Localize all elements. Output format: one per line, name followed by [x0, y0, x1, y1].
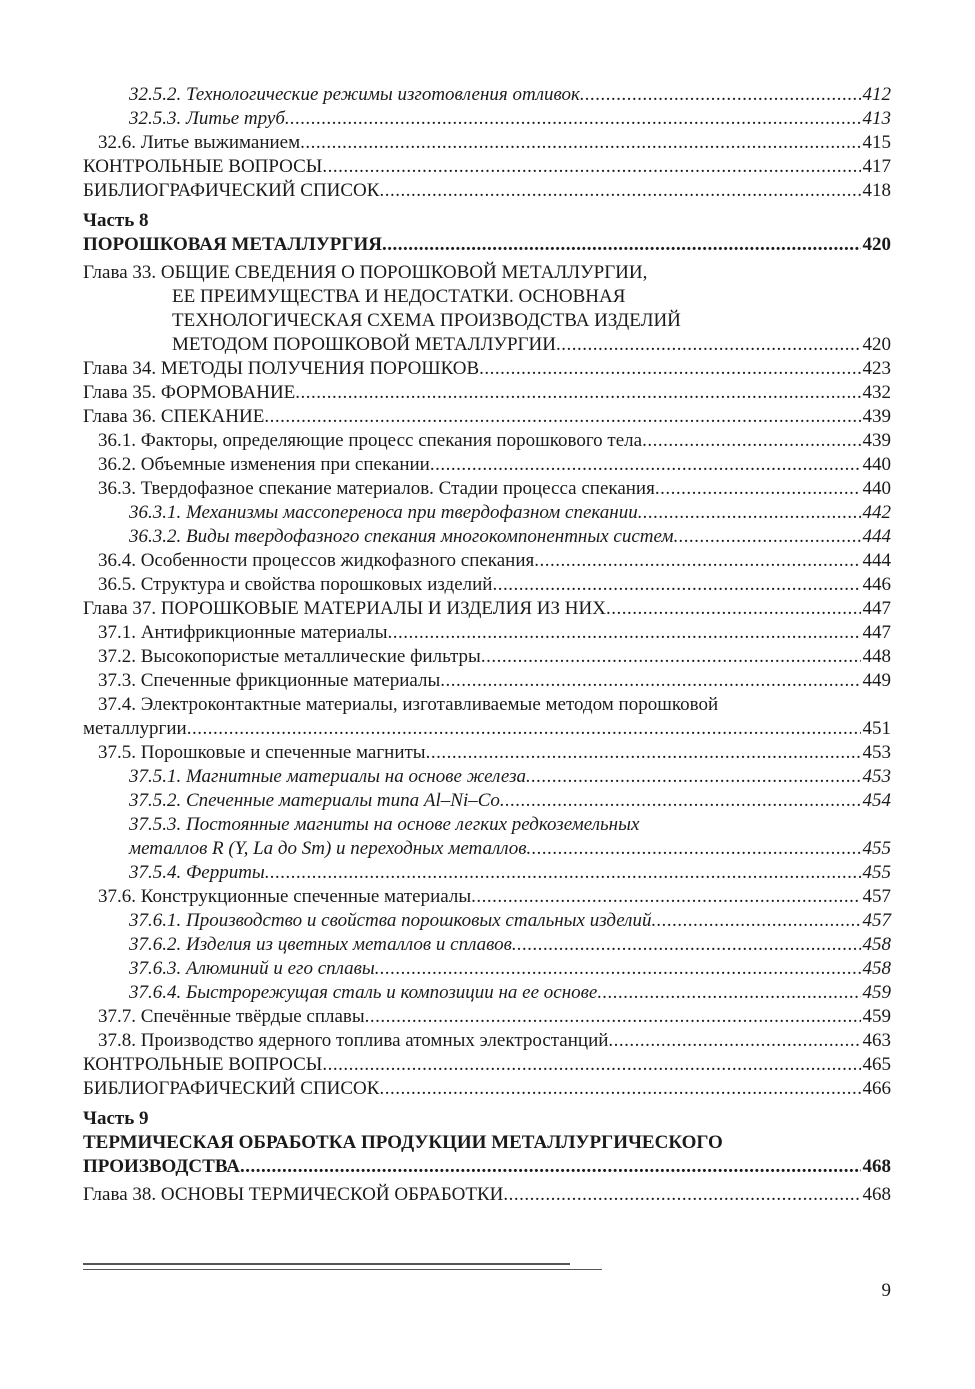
toc-entry: 36.1. Факторы, определяющие процесс спекания порошкового тела ..... 439: [83, 429, 891, 453]
part-title-line: ТЕРМИЧЕСКАЯ ОБРАБОТКА ПРОДУКЦИИ МЕТАЛЛУРГИЧЕСКОГО: [83, 1132, 723, 1153]
toc-entry: 36.3. Твердофазное спекание материалов. Стадии процесса спекания ..... 440: [83, 477, 891, 501]
toc-entry: Глава 36. СПЕКАНИЕ ..... 439: [83, 405, 891, 429]
toc-entry: 37.5. Порошковые и спеченные магниты ..... 453: [83, 741, 891, 765]
part-label: Часть 8: [83, 210, 149, 231]
toc-entry-line: 37.4. Электроконтактные материалы, изготавливаемые методом порошковой: [98, 694, 719, 715]
part-label: Часть 9: [83, 1108, 149, 1129]
footer-rule: [83, 1269, 602, 1270]
toc-entry: Глава 38. ОСНОВЫ ТЕРМИЧЕСКОЙ ОБРАБОТКИ ..... 468: [83, 1183, 891, 1207]
chapter-title-line: ТЕХНОЛОГИЧЕСКАЯ СХЕМА ПРОИЗВОДСТВА ИЗДЕЛИЙ: [172, 310, 681, 331]
chapter-title-line: Глава 33. ОБЩИЕ СВЕДЕНИЯ О ПОРОШКОВОЙ МЕТАЛЛУРГИИ,: [83, 262, 648, 283]
toc-entry: металлов R (Y, La до Sm) и переходных металлов ..... 455: [83, 837, 891, 861]
toc-entry: МЕТОДОМ ПОРОШКОВОЙ МЕТАЛЛУРГИИ ..... 420: [83, 333, 891, 357]
toc-entry: 32.5.3. Литье труб ..... 413: [83, 107, 891, 131]
toc-entry: 37.1. Антифрикционные материалы ..... 447: [83, 621, 891, 645]
toc-entry: 36.4. Особенности процессов жидкофазного спекания ..... 444: [83, 549, 891, 573]
toc-entry: 37.5.2. Спеченные материалы типа Al–Ni–Co ..... 454: [83, 789, 891, 813]
toc-entry: 36.5. Структура и свойства порошковых изделий ..... 446: [83, 573, 891, 597]
toc-entry: 36.2. Объемные изменения при спекании ..... 440: [83, 453, 891, 477]
toc-entry: 37.6.2. Изделия из цветных металлов и сплавов ..... 458: [83, 933, 891, 957]
toc-entry: металлургии ..... 451: [83, 717, 891, 741]
part-title: ПОРОШКОВАЯ МЕТАЛЛУРГИЯ ..... 420: [83, 233, 891, 257]
toc-entry: 37.5.4. Ферриты ..... 455: [83, 861, 891, 885]
page-number: 9: [881, 1280, 891, 1301]
toc-entry: 37.6.3. Алюминий и его сплавы ..... 458: [83, 957, 891, 981]
toc-entry: 37.3. Спеченные фрикционные материалы ..... 449: [83, 669, 891, 693]
toc-entry: 37.5.1. Магнитные материалы на основе железа ..... 453: [83, 765, 891, 789]
toc-entry: КОНТРОЛЬНЫЕ ВОПРОСЫ ..... 417: [83, 155, 891, 179]
toc-entry: Глава 35. ФОРМОВАНИЕ ..... 432: [83, 381, 891, 405]
toc-entry: БИБЛИОГРАФИЧЕСКИЙ СПИСОК ..... 418: [83, 179, 891, 203]
toc-entry: БИБЛИОГРАФИЧЕСКИЙ СПИСОК ..... 466: [83, 1077, 891, 1101]
toc-entry: Глава 34. МЕТОДЫ ПОЛУЧЕНИЯ ПОРОШКОВ ..... 423: [83, 357, 891, 381]
toc-entry: 32.5.2. Технологические режимы изготовления отливок ..... 412: [83, 83, 891, 107]
toc-entry: 37.6. Конструкционные спеченные материалы ..... 457: [83, 885, 891, 909]
toc-entry: 37.8. Производство ядерного топлива атомных электростанций ..... 463: [83, 1029, 891, 1053]
toc-entry: 32.6. Литье выжиманием ..... 415: [83, 131, 891, 155]
toc-entry: 36.3.1. Механизмы массопереноса при твердофазном спекании ..... 442: [83, 501, 891, 525]
toc-entry: 37.7. Спечённые твёрдые сплавы ..... 459: [83, 1005, 891, 1029]
footer-rule: [83, 1263, 570, 1265]
chapter-title-line: ЕЕ ПРЕИМУЩЕСТВА И НЕДОСТАТКИ. ОСНОВНАЯ: [172, 286, 626, 307]
part-title: ПРОИЗВОДСТВА ..... 468: [83, 1155, 891, 1179]
toc-entry: 37.2. Высокопористые металлические фильтры ..... 448: [83, 645, 891, 669]
toc-entry-line: 37.5.3. Постоянные магниты на основе легких редкоземельных: [129, 814, 640, 835]
toc-entry: 37.6.4. Быстрорежущая сталь и композиции на ее основе ..... 459: [83, 981, 891, 1005]
table-of-contents: [83, 83, 891, 1207]
toc-entry: 37.6.1. Производство и свойства порошковых стальных изделий ..... 457: [83, 909, 891, 933]
toc-entry: КОНТРОЛЬНЫЕ ВОПРОСЫ ..... 465: [83, 1053, 891, 1077]
toc-entry: Глава 37. ПОРОШКОВЫЕ МАТЕРИАЛЫ И ИЗДЕЛИЯ ИЗ НИХ ..... 447: [83, 597, 891, 621]
toc-entry: 36.3.2. Виды твердофазного спекания многокомпонентных систем ..... 444: [83, 525, 891, 549]
